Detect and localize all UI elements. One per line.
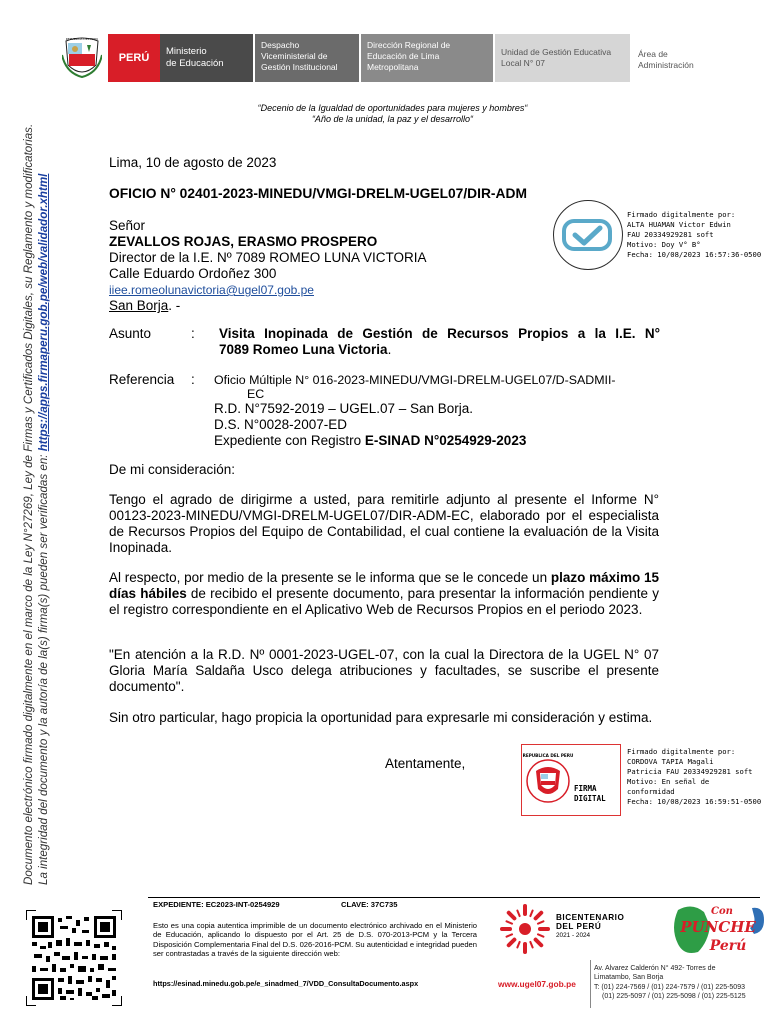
footer-expediente: EXPEDIENTE: EC2023-INT-0254929 — [153, 900, 280, 909]
referencia-list — [214, 372, 664, 449]
validator-link[interactable]: https://apps.firmaperu.gob.pe/web/validador.xhtml — [37, 173, 50, 452]
header-ugel: Unidad de Gestión Educativa Local N° 07 — [501, 47, 612, 68]
escudo-icon — [62, 35, 102, 81]
closing: Atentamente, — [385, 756, 466, 771]
ref-1b: EC — [247, 387, 265, 401]
signature-1-text — [627, 210, 767, 260]
svg-text:DIGITAL: DIGITAL — [574, 794, 606, 803]
header-ministry-block — [160, 34, 253, 82]
paragraph-2-b: de recibido el presente documento, para presentar la información pendiente y el registro correspondiente en el Aplicativo Web de Recursos Propios en el periodo 2023. — [109, 586, 659, 617]
footer-copy-text: Esto es una copia autentica imprimible de un documento electrónico archivado en el Ministerio de Educación, aplicando lo dispuesto por el Art. 25 de D.S. 070-2013-PCM y la Tercera Disposición Complementaria Final del D.S. 026-2016-PCM. Su autenticidad e integridad pueden ser contrastadas a través de la siguiente dirección web: — [153, 921, 477, 958]
header-area-block — [632, 34, 712, 82]
asunto-label: Asunto — [109, 326, 152, 341]
signature-1-line-2: ALTA HUAMAN Victor Edwin — [627, 220, 731, 229]
header-despacho-block — [255, 34, 359, 82]
footer-contact — [594, 964, 766, 1002]
sidebar-legal-note — [21, 85, 61, 885]
bicentenario-logo-icon — [498, 902, 552, 956]
footer-address-2: Limatambo, San Borja — [594, 974, 664, 982]
svg-text:PUNCHE: PUNCHE — [680, 918, 756, 936]
place-date: Lima, 10 de agosto de 2023 — [109, 155, 277, 170]
footer-website[interactable]: www.ugel07.gob.pe — [498, 979, 576, 989]
recipient-city: San Borja — [109, 298, 169, 313]
header-despacho: Despacho Viceministerial de Gestión Institucional — [261, 40, 338, 72]
header-ministry: Ministerio de Educación — [166, 46, 224, 69]
signature-2-line-3: Patricia FAU 20334929281 soft — [627, 767, 753, 776]
svg-text:Con: Con — [711, 906, 733, 917]
footer-phone-1: T: (01) 224-7569 / (01) 224-7579 / (01) 225-5093 — [594, 983, 745, 991]
recipient-address: Calle Eduardo Ordoñez 300 — [109, 266, 277, 281]
ref-4-bold: E-SINAD N°0254929-2023 — [364, 433, 527, 448]
greeting: De mi consideración: — [109, 462, 236, 477]
ref-4 — [214, 433, 664, 449]
slogan-line-1: “Decenio de la Igualdad de oportunidades para mujeres y hombres“ — [257, 103, 528, 113]
svg-text:REPUBLICA DEL PERU: REPUBLICA DEL PERU — [522, 753, 574, 758]
header-peru-block — [108, 34, 160, 82]
bicentenario-line-3: 2021 - 2024 — [556, 932, 591, 939]
header-area: Área de Administración — [638, 49, 694, 70]
signature-2-line-1: Firmado digitalmente por: — [627, 747, 736, 756]
punche-peru-logo-icon — [664, 898, 768, 960]
signature-1-line-4: Motivo: Doy V° B° — [627, 240, 701, 249]
bicentenario-text — [556, 913, 624, 940]
signature-2-line-4: Motivo: En señal de — [627, 777, 710, 786]
sidebar-line-2-text: La integridad del documento y la autoría de la(s) firma(s) pueden ser verificadas en: — [37, 451, 50, 885]
paragraph-3: "En atención a la R.D. Nº 0001-2023-UGEL-07, con la cual la Directora de la UGEL N° 07 Gloria María Saldaña Usco delega atribuciones y facultades, se suscribe el presente documento". — [109, 647, 659, 694]
ref-4-prefix: Expediente con Registro — [214, 433, 365, 448]
paragraph-4: Sin otro particular, hago propicia la oportunidad para expresarle mi consideración y estima. — [109, 710, 653, 725]
ref-3: D.S. N°0028-2007-ED — [214, 417, 347, 432]
paragraph-1: Tengo el agrado de dirigirme a usted, para remitirle adjunto al presente el Informe N° 00123-2023-MINEDU/VMGI-DRELM-UGEL07/DIR-ADM-EC, elaborado por el especialista de Recursos Propios del Equipo de Contabilidad, el cual contiene la evaluación de la Visita Inopinada. — [109, 492, 659, 555]
header-ugel-block — [495, 34, 630, 82]
firma-digital-seal-icon — [522, 745, 620, 815]
recipient-name: ZEVALLOS ROJAS, ERASMO PROSPERO — [109, 234, 378, 249]
recipient-email-link[interactable]: iiee.romeolunavictoria@ugel07.gob.pe — [109, 283, 314, 297]
asunto-line-2: 7089 Romeo Luna Victoria — [219, 342, 388, 357]
signature-2-line-5: conformidad — [627, 787, 675, 796]
paragraph-2 — [109, 570, 659, 618]
paragraph-2-bold: plazo máximo 15 días hábiles — [109, 570, 659, 601]
footer-vertical-divider — [590, 960, 591, 1008]
footer-clave: CLAVE: 37C735 — [341, 900, 398, 909]
signature-2-text — [627, 747, 767, 807]
signature-1-line-5: Fecha: 10/08/2023 16:57:36-0500 — [627, 250, 762, 259]
slogan-line-2: “Año de la unidad, la paz y el desarrollo“ — [311, 114, 474, 124]
footer-phone-2: (01) 225-5097 / (01) 225-5098 / (01) 225-5125 — [602, 993, 746, 1001]
check-icon — [554, 201, 621, 268]
asunto-line-1: Visita Inopinada de Gestión de Recursos Propios a la I.E. N° — [219, 326, 660, 341]
asunto-end: . — [387, 342, 392, 357]
referencia-label: Referencia — [109, 372, 175, 387]
header-direccion: Dirección Regional de Educación de Lima Metropolitana — [367, 40, 451, 72]
footer-verify-url[interactable]: https://esinad.minedu.gob.pe/e_sinadmed_7/VDD_ConsultaDocumento.aspx — [153, 979, 419, 988]
sidebar-line-2 — [36, 85, 51, 885]
referencia-colon: : — [191, 372, 195, 387]
signature-2-line-2: CORDOVA TAPIA Magali — [627, 757, 714, 766]
svg-text:Perú: Perú — [709, 938, 747, 954]
recipient-role: Director de la I.E. Nº 7089 ROMEO LUNA VICTORIA — [109, 250, 427, 265]
bicentenario-line-1: BICENTENARIO — [556, 913, 625, 922]
qr-code-icon — [26, 910, 122, 1006]
recipient-block — [109, 218, 469, 314]
svg-text:REPUBLICA DEL PERU: REPUBLICA DEL PERU — [65, 37, 99, 41]
ref-2: R.D. N°7592-2019 – UGEL.07 – San Borja. — [214, 401, 474, 416]
signature-2-line-6: Fecha: 10/08/2023 16:59:51-0500 — [627, 797, 762, 806]
svg-text:FIRMA: FIRMA — [574, 784, 597, 793]
footer-address-1: Av. Alvarez Calderón N° 492- Torres de — [594, 965, 716, 972]
bicentenario-line-2: DEL PERÚ — [556, 922, 602, 931]
recipient-city-line — [109, 298, 469, 314]
signature-1-line-1: Firmado digitalmente por: — [627, 210, 736, 219]
ref-1a: Oficio Múltiple N° 016-2023-MINEDU/VMGI-DRELM-UGEL07/D-SADMII- — [214, 373, 616, 387]
signature-1-seal — [553, 200, 623, 270]
signature-1-line-3: FAU 20334929281 soft — [627, 230, 714, 239]
slogans — [150, 103, 635, 125]
sidebar-line-1: Documento electrónico firmado digitalmente en el marco de la Ley N°27269, Ley de Firmas y Certificados Digitales, su Reglamento y modificatorias. — [22, 123, 35, 885]
asunto-text — [219, 326, 660, 358]
oficio-number: OFICIO N° 02401-2023-MINEDU/VMGI-DRELM-UGEL07/DIR-ADM — [109, 186, 527, 201]
signature-2-seal — [521, 744, 621, 816]
paragraph-2-a: Al respecto, por medio de la presente se le informa que se le concede un — [109, 570, 551, 585]
salutation: Señor — [109, 218, 146, 233]
header-country: PERÚ — [118, 51, 150, 64]
header-direccion-block — [361, 34, 493, 82]
asunto-line-2-wrap — [219, 342, 660, 358]
asunto-colon: : — [191, 326, 195, 341]
recipient-city-suffix: . - — [168, 298, 181, 313]
